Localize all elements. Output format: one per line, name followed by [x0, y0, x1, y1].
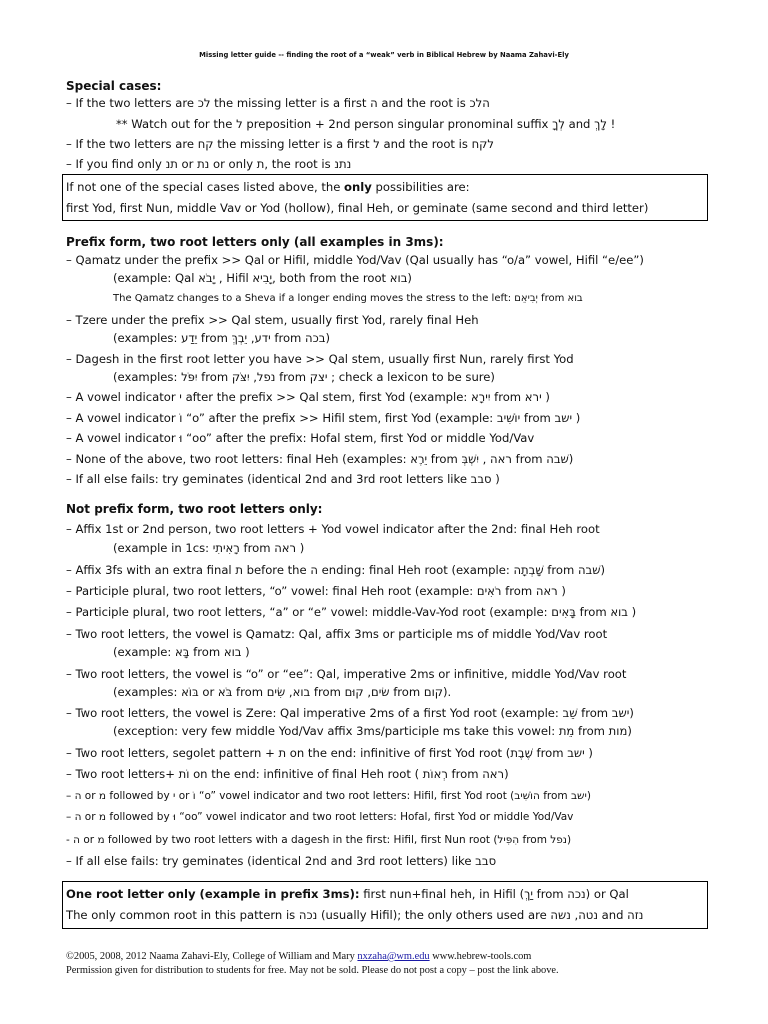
one-root-letter-heading: One root letter only (example in prefix 3ms): first nun+final heh, in Hifil (יַךְ from נכה) or Qal — [66, 887, 629, 901]
section-heading-special-cases: Special cases: — [66, 79, 162, 93]
prefix-rule-line: – A vowel indicator י after the prefix >> Qal stem, first Yod (example: יִירָא from ירא ) — [66, 390, 550, 404]
page-title: Missing letter guide -- finding the root of a “weak” verb in Biblical Hebrew by Naama Zahavi-Ely — [199, 51, 569, 59]
section-heading-prefix-form: Prefix form, two root letters only (all examples in 3ms): — [66, 235, 444, 249]
prefix-rule-line: – None of the above, two root letters: final Heh (examples: יֵרֶא from ראה , יִשְׁבְּ from שׁבה) — [66, 452, 574, 466]
nonprefix-rule-line: – Participle plural, two root letters, “a” or “e” vowel: middle-Vav-Yod root (example: בָּאִים from בוא ) — [66, 605, 637, 619]
nonprefix-example-line: (example in 1cs: רָאִיתִי from ראה ) — [113, 541, 305, 555]
nonprefix-example-line: (example: בָּא from בוא ) — [113, 645, 250, 659]
nonprefix-rule-line: – Two root letters, segolet pattern + ת on the end: infinitive of first Yod root (שֶׁבֶת from ישב ) — [66, 746, 593, 760]
prefix-note-line: The Qamatz changes to a Sheva if a longer ending moves the stress to the left: יְבִיאֵם from בוא — [113, 293, 583, 304]
prefix-rule-line: – Tzere under the prefix >> Qal stem, usually first Yod, rarely final Heh — [66, 313, 479, 327]
possibilities-list: first Yod, first Nun, middle Vav or Yod (hollow), final Heh, or geminate (same second and third letter) — [66, 201, 649, 215]
nonprefix-rule-line: – If all else fails: try geminates (identical 2nd and 3rd root letters) like סבב — [66, 854, 497, 868]
nonprefix-example-line: (examples: בּוֹא or בֹּא from בוא, שִׂים from שׂים, קוּם from קום). — [113, 685, 452, 699]
email-link[interactable]: nxzaha@wm.edu — [357, 951, 430, 962]
nonprefix-rule-line: – Affix 3fs with an extra final ת before the ה ending: final Heh root (example: שָׁבְתָה from שׁבה) — [66, 563, 605, 577]
possibilities-intro: If not one of the special cases listed above, the only possibilities are: — [66, 180, 470, 194]
nonprefix-rule-line: – Participle plural, two root letters, “o” vowel: final Heh root (example: רֹאִים from ראה ) — [66, 584, 566, 598]
nonprefix-rule-line: – Two root letters+ וֹת on the end: infinitive of final Heh root ( רְאוֹת from ראה) — [66, 767, 509, 781]
nonprefix-rule-line: – ה or מ followed by וּ “oo” vowel indicator and two root letters: Hofal, first Yod or middle Yod/Vav — [66, 811, 574, 823]
nonprefix-rule-line: – Two root letters, the vowel is Zere: Qal imperative 2ms of a first Yod root (example: שֵׁב from ישב) — [66, 706, 634, 720]
prefix-rule-line: – If all else fails: try geminates (identical 2nd and 3rd root letters like סבב ) — [66, 472, 500, 486]
nonprefix-example-line: (exception: very few middle Yod/Vav affix 3ms/participle ms take this vowel: מֵת from מות) — [113, 724, 632, 738]
special-case-line: ** Watch out for the ל preposition + 2nd person singular pronominal suffix לְךָ and לָךְ ! — [116, 117, 616, 131]
prefix-example-line: (examples: יֵדַע from ידע, יֵבְךְּ from בכה) — [113, 331, 330, 345]
prefix-example-line: (example: Qal יָבֹא , Hifil יָבִיא, both from the root בוא) — [113, 271, 412, 285]
nonprefix-rule-line: - ה or מ followed by two root letters with a dagesh in the first: Hifil, first Nun root (הִפִּיל from נפל) — [66, 834, 572, 846]
permission-line: Permission given for distribution to students for free. May not be sold. Please do not post a copy – post the link above. — [66, 965, 559, 976]
nonprefix-rule-line: – ה or מ followed by י or וֹ “o” vowel indicator and two root letters: Hifil, first Yod root (הוֹשִׁיב from ישב) — [66, 790, 591, 802]
prefix-rule-line: – A vowel indicator וּ “oo” after the prefix: Hofal stem, first Yod or middle Yod/Vav — [66, 431, 535, 445]
special-case-line: – If the two letters are קח the missing letter is a first ל and the root is לקח — [66, 137, 494, 151]
prefix-rule-line: – A vowel indicator וֹ “o” after the prefix >> Hifil stem, first Yod (example: יוֹשִׁיב from ישב ) — [66, 411, 581, 425]
special-case-line: – If the two letters are לכ the missing letter is a first ה and the root is הלכ — [66, 96, 490, 110]
nonprefix-rule-line: – Affix 1st or 2nd person, two root letters + Yod vowel indicator after the 2nd: final Heh root — [66, 522, 600, 536]
nonprefix-rule-line: – Two root letters, the vowel is Qamatz: Qal, affix 3ms or participle ms of middle Yod/Vav root — [66, 627, 608, 641]
special-case-line: – If you find only תנ or נת or only ת, the root is נתנ — [66, 157, 352, 171]
section-heading-not-prefix-form: Not prefix form, two root letters only: — [66, 502, 323, 516]
nonprefix-rule-line: – Two root letters, the vowel is “o” or “ee”: Qal, imperative 2ms or infinitive, middle Yod/Vav root — [66, 667, 627, 681]
prefix-rule-line: – Dagesh in the first root letter you have >> Qal stem, usually first Nun, rarely first Yod — [66, 352, 574, 366]
prefix-example-line: (examples: יִפֹּל from נפל, יִצֹּק from יצק ; check a lexicon to be sure) — [113, 370, 495, 384]
one-root-letter-note: The only common root in this pattern is נכה (usually Hifil); the only others used are נטה, נשה and נזה — [66, 908, 644, 922]
copyright-line: ©2005, 2008, 2012 Naama Zahavi-Ely, College of William and Mary nxzaha@wm.edu www.hebrew-tools.com — [66, 951, 532, 962]
prefix-rule-line: – Qamatz under the prefix >> Qal or Hifil, middle Yod/Vav (Qal usually has “o/a” vowel, Hifil “e/ee”) — [66, 253, 644, 267]
